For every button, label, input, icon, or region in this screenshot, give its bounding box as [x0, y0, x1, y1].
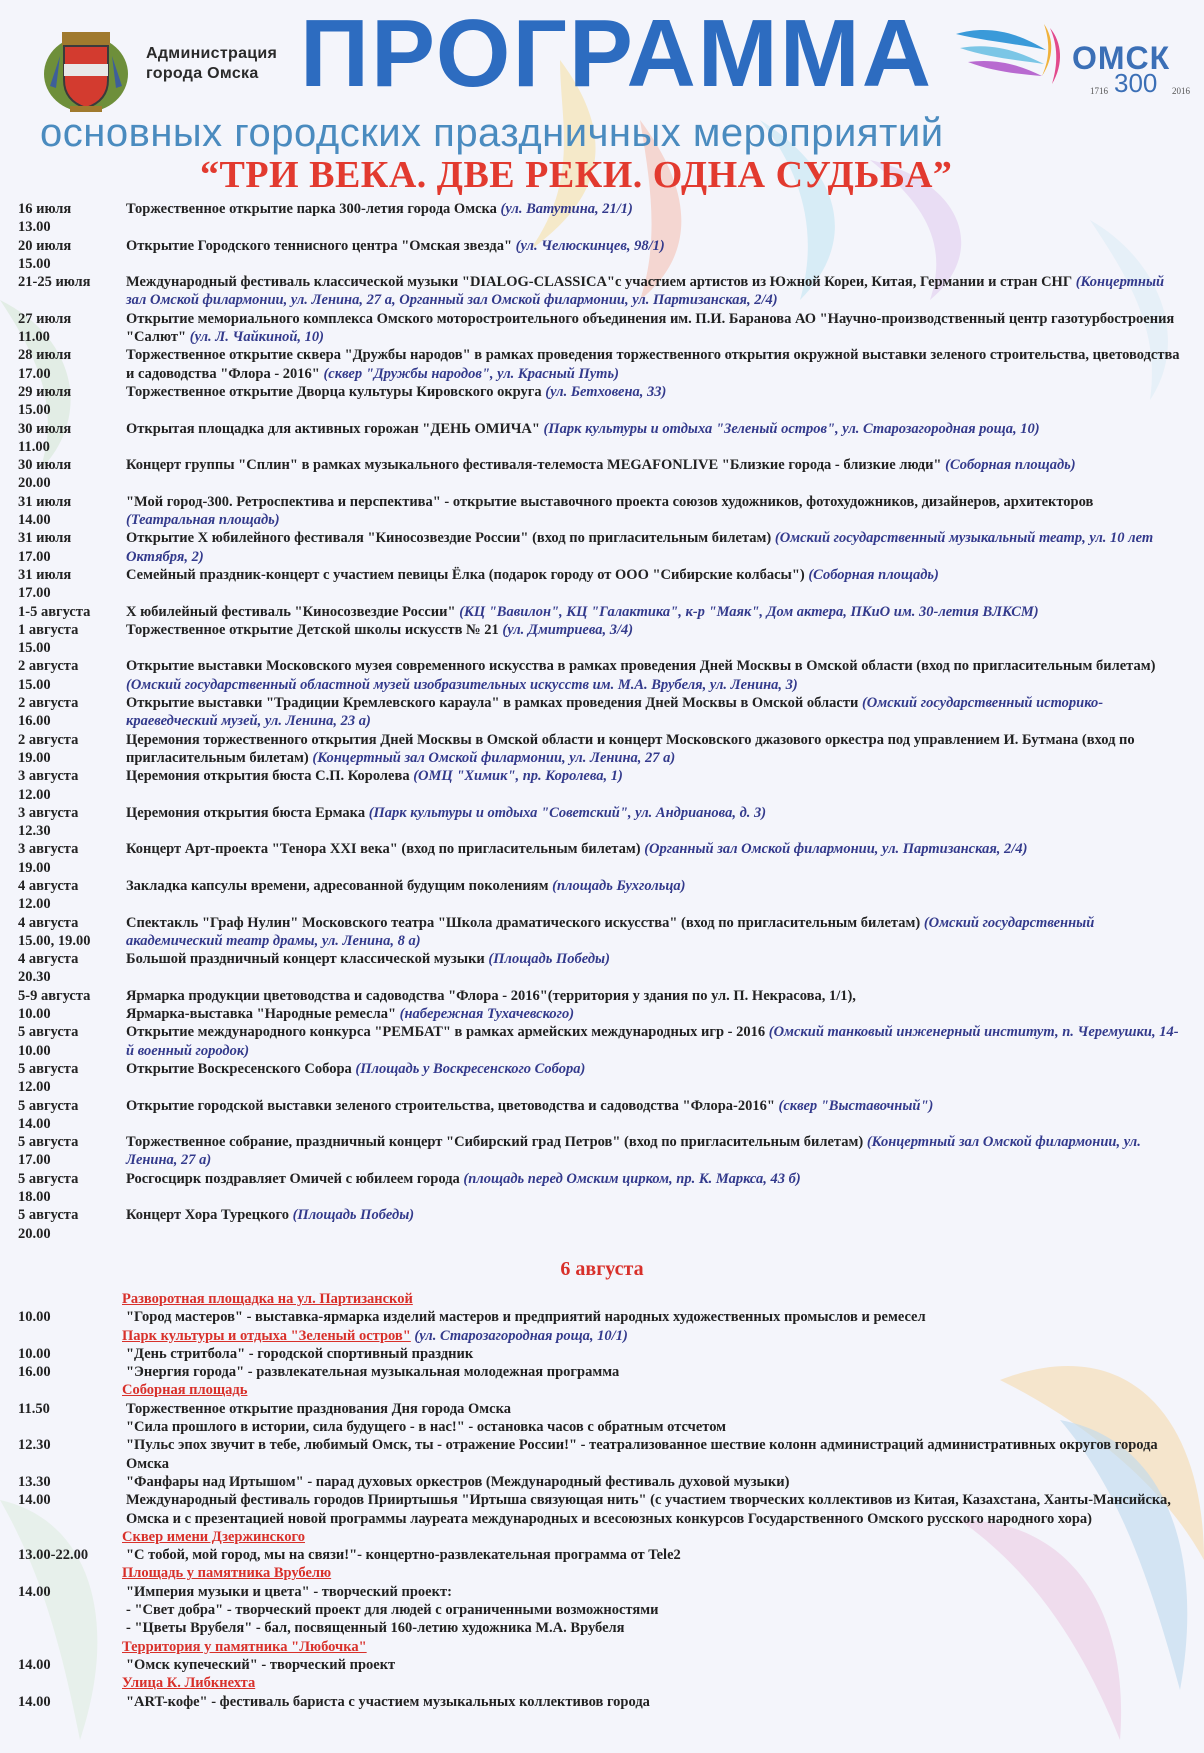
venue-address: (ул. Старозагородная роща, 10/1) — [414, 1327, 628, 1344]
item-time: 10.00 — [18, 1345, 51, 1362]
city-coat-of-arms — [40, 26, 132, 114]
item-time: 13.00-22.00 — [18, 1547, 89, 1564]
event-text — [126, 731, 1186, 768]
event-description: Торжественное открытие Детской школы искусств № 21 — [126, 621, 499, 638]
event-date: 5-9 августа 10.00 — [18, 987, 91, 1023]
event-description: Открытие мемориального комплекса Омского моторостроительного объединения им. П.И. Баранова АО "Научно-производственный центр газотурбостроения "Салют" — [126, 310, 1175, 346]
event-text — [126, 840, 1186, 877]
venue-name: Площадь у памятника Врубелю — [122, 1565, 332, 1582]
event-description: Ярмарка продукции цветоводства и садоводства "Флора - 2016"(территория у здания по ул. П. Некрасова, 1/1), Ярмарка-выставка "Народные ремесла" — [126, 987, 856, 1023]
item-text: "Империя музыки и цвета" - творческий проект: - "Свет добра" - творческий проект для людей с ограниченными возможностями - "Цветы Врубеля" - бал, посвященный 160-летию художника М.А. Врубеля — [126, 1583, 659, 1637]
venue-heading — [122, 1564, 1198, 1582]
event-text — [126, 420, 1186, 457]
event-text — [126, 456, 1186, 493]
header — [0, 0, 1204, 210]
event-row — [18, 493, 1198, 530]
venue-heading — [122, 1290, 1198, 1308]
event-text — [126, 1206, 1186, 1243]
event-text — [126, 603, 1186, 621]
event-location: (сквер "Дружбы народов", ул. Красный Путь) — [323, 365, 619, 382]
item-text: Торжественное открытие празднования Дня города Омска "Сила прошлого в истории, сила будущего - в нас!" - остановка часов с обратным отсчетом — [126, 1400, 727, 1436]
event-text — [126, 950, 1186, 987]
event-description: Открытая площадка для активных горожан "ДЕНЬ ОМИЧА" — [126, 420, 540, 437]
event-text — [126, 1170, 1186, 1207]
event-description: Открытие международного конкурса "РЕМБАТ" в рамках армейских международных игр - 2016 — [126, 1024, 766, 1041]
event-description: Церемония открытия бюста Ермака — [126, 804, 366, 821]
event-location: (ул. Ватутина, 21/1) — [500, 201, 633, 217]
event-row — [18, 529, 1198, 566]
event-location: (Соборная площадь) — [945, 457, 1076, 474]
page-subtitle: основных городских праздничных мероприятий — [40, 111, 944, 155]
venue-name: Улица К. Либкнехта — [122, 1675, 256, 1692]
event-row — [18, 621, 1198, 658]
program-item — [18, 1473, 1198, 1491]
venue-heading — [122, 1674, 1198, 1692]
event-text — [126, 200, 1186, 237]
event-description: Большой праздничный концерт классической музыки — [126, 951, 485, 968]
event-description: Концерт Арт-проекта "Тенора XXI века" (вход по пригласительным билетам) — [126, 841, 641, 858]
event-row — [18, 200, 1198, 237]
event-row — [18, 1133, 1198, 1170]
event-date: 2 августа 16.00 — [18, 695, 79, 730]
item-text: "С тобой, мой город, мы на связи!"- концертно-развлекательная программа от Tele2 — [126, 1547, 681, 1564]
program-item — [18, 1693, 1198, 1711]
event-text — [126, 310, 1186, 347]
event-date: 3 августа 19.00 — [18, 841, 79, 876]
venue-name: Разворотная площадка на ул. Партизанской — [122, 1291, 413, 1307]
event-location: (Омский государственный музыкальный театр, ул. 10 лет Октября, 2) — [126, 530, 1154, 565]
event-row — [18, 237, 1198, 274]
event-date: 5 августа 12.00 — [18, 1060, 79, 1096]
event-location: (КЦ "Вавилон", КЦ "Галактика", к-р "Маяк", Дом актера, ПКиО им. 30-летия ВЛКСМ) — [459, 603, 1039, 620]
event-row — [18, 420, 1198, 457]
event-date: 2 августа 19.00 — [18, 731, 79, 766]
event-date: 2 августа 15.00 — [18, 658, 79, 693]
item-text: "День стритбола" - городской спортивный праздник — [126, 1345, 474, 1362]
logo-city-name: ОМСК — [1072, 40, 1171, 76]
venue-heading — [122, 1528, 1198, 1546]
event-description: Торжественное открытие парка 300-летия города Омска — [126, 201, 497, 217]
event-description: Открытие городской выставки зеленого строительства, цветоводства и садоводства "Флора-2016" — [126, 1097, 775, 1114]
event-description: Международный фестиваль классической музыки "DIALOG-CLASSICA"с участием артистов из Южной Кореи, Китая, Германии и стран СНГ — [126, 274, 1073, 291]
event-description: "Мой город-300. Ретроспектива и перспектива" - открытие выставочного проекта союзов художников, фотохудожников, дизайнеров, архитекторов — [126, 493, 1094, 510]
item-time: 14.00 — [18, 1583, 51, 1600]
venue-heading — [122, 1638, 1198, 1656]
event-description: Церемония открытия бюста С.П. Королева — [126, 768, 410, 785]
item-text: "ART-кофе" - фестиваль бариста с участием музыкальных коллективов города — [126, 1693, 650, 1710]
event-location: (Площадь Победы) — [488, 951, 610, 968]
venue-name: Парк культуры и отдыха "Зеленый остров" — [122, 1327, 411, 1344]
event-date: 3 августа 12.30 — [18, 804, 79, 840]
event-location: (ул. Дмитриева, 3/4) — [502, 621, 634, 638]
event-date: 28 июля 17.00 — [18, 347, 72, 382]
event-row — [18, 273, 1198, 310]
event-date: 1 августа 15.00 — [18, 621, 79, 657]
event-location: (Омский государственный историко-краеведческий музей, ул. Ленина, 23 а) — [126, 695, 1104, 730]
event-date: 4 августа 20.30 — [18, 951, 79, 986]
program-item — [18, 1345, 1198, 1363]
event-description: Росгосцирк поздравляет Омичей с юбилеем города — [126, 1170, 460, 1187]
program-item — [18, 1546, 1198, 1564]
event-location: (ул. Л. Чайкиной, 10) — [189, 329, 325, 346]
item-text: Международный фестиваль городов Прииртышья "Иртыша связующая нить" (с участием творческих коллективов из Китая, Казахстана, Ханты-Мансийска, Омска и с презентацией новой программы лауреата международных и всесоюзных конкурсов Государственного Омского русского народного хора) — [126, 1492, 1171, 1527]
event-date: 31 июля 17.00 — [18, 566, 72, 602]
page-title: ПРОГРАММА — [300, 0, 934, 107]
item-time: 12.30 — [18, 1437, 51, 1454]
event-text — [126, 657, 1186, 694]
event-description: Торжественное собрание, праздничный концерт "Сибирский град Петров" (вход по пригласительным билетам) — [126, 1134, 864, 1151]
program-item — [18, 1491, 1198, 1528]
omsk-300-logo — [950, 14, 1200, 98]
item-text: "Энергия города" - развлекательная музыкальная молодежная программа — [126, 1364, 620, 1381]
event-location: (Омский танковый инженерный институт, п. Черемушки, 14-й военный городок) — [126, 1024, 1179, 1059]
event-location: (Концертный зал Омской филармонии, ул. Ленина, 27 а) — [126, 1134, 1141, 1169]
program-item — [18, 1400, 1198, 1437]
event-text — [126, 694, 1186, 731]
venue-name: Соборная площадь — [122, 1382, 248, 1399]
event-text — [126, 804, 1186, 841]
event-description: Спектакль "Граф Нулин" Московского театра "Школа драматического искусства" (вход по пригласительным билетам) — [126, 914, 921, 931]
event-description: Открытие выставки "Традиции Кремлевского караула" в рамках проведения Дней Москвы в Омской области — [126, 695, 859, 712]
event-date: 30 июля 20.00 — [18, 457, 72, 492]
event-row — [18, 1170, 1198, 1207]
event-row — [18, 877, 1198, 914]
event-text — [126, 566, 1186, 603]
program-item — [18, 1308, 1198, 1326]
event-row — [18, 657, 1198, 694]
item-text: "Фанфары над Иртышом" - парад духовых оркестров (Международный фестиваль духовой музыки) — [126, 1473, 790, 1490]
event-row — [18, 804, 1198, 841]
event-description: Концерт группы "Сплин" в рамках музыкального фестиваля-телемоста MEGAFONLIVE "Близкие города - близкие люди" — [126, 457, 942, 474]
admin-line-2: города Омска — [146, 65, 259, 82]
program-item — [18, 1656, 1198, 1674]
event-description: Открытие выставки Московского музея современного искусства в рамках проведения Дней Москвы в Омской области (вход по пригласительным билетам) — [126, 658, 1156, 675]
event-row — [18, 840, 1198, 877]
venue-name: Сквер имени Дзержинского — [122, 1528, 305, 1545]
event-location: (площадь перед Омским цирком, пр. К. Маркса, 43 б) — [463, 1170, 801, 1187]
event-text — [126, 914, 1186, 951]
event-date: 30 июля 11.00 — [18, 420, 72, 455]
event-description: Открытие Городского теннисного центра "Омская звезда" — [126, 237, 512, 254]
event-text — [126, 987, 1186, 1024]
event-date: 3 августа 12.00 — [18, 768, 79, 803]
event-date: 5 августа 14.00 — [18, 1097, 79, 1132]
event-date: 20 июля 15.00 — [18, 237, 72, 272]
event-location: (площадь Бухгольца) — [552, 877, 686, 894]
event-location: (Органный зал Омской филармонии, ул. Партизанская, 2/4) — [644, 841, 1028, 858]
event-row — [18, 694, 1198, 731]
logo-year-end: 2016 — [1172, 86, 1190, 96]
event-date: 27 июля 11.00 — [18, 310, 72, 346]
item-time: 13.30 — [18, 1473, 51, 1490]
event-date: 5 августа 20.00 — [18, 1207, 79, 1242]
venue-heading — [122, 1381, 1198, 1399]
event-date: 21-25 июля — [18, 274, 91, 291]
event-row — [18, 603, 1198, 621]
event-description: Торжественное открытие Дворца культуры Кировского округа — [126, 383, 542, 400]
event-location: (Площадь Победы) — [292, 1207, 415, 1224]
event-row — [18, 731, 1198, 768]
event-row — [18, 987, 1198, 1024]
event-text — [126, 1133, 1186, 1170]
logo-year-start: 1716 — [1090, 86, 1108, 96]
event-date: 5 августа 18.00 — [18, 1170, 79, 1206]
event-location: (ул. Челюскинцев, 98/1) — [515, 237, 665, 254]
event-row — [18, 310, 1198, 347]
event-text — [126, 1097, 1186, 1134]
event-date: 4 августа 15.00, 19.00 — [18, 914, 91, 949]
day-heading: 6 августа — [560, 1258, 644, 1280]
event-description: Концерт Хора Турецкого — [126, 1207, 289, 1224]
item-text: "Город мастеров" - выставка-ярмарка изделий мастеров и предприятий народных художественных промыслов и ремесел — [126, 1309, 926, 1326]
logo-number: 300 — [1114, 68, 1158, 98]
bird-logo-icon — [950, 14, 1068, 98]
venue-heading — [122, 1327, 1198, 1345]
item-text: "Омск купеческий" - творческий проект — [126, 1656, 396, 1673]
event-date: 5 августа 17.00 — [18, 1134, 79, 1169]
event-date: 29 июля 15.00 — [18, 383, 72, 419]
event-text — [126, 383, 1186, 420]
event-text — [126, 767, 1186, 804]
day-6-program — [18, 1290, 1198, 1711]
event-location: (ул. Бетховена, 33) — [545, 383, 667, 400]
event-row — [18, 1206, 1198, 1243]
event-location: (Концертный зал Омской филармонии, ул. Ленина, 27 а) — [312, 749, 676, 766]
event-description: Семейный праздник-концерт с участием певицы Ёлка (подарок городу от ООО "Сибирские колбасы") — [126, 566, 805, 583]
program-item — [18, 1363, 1198, 1381]
event-location: (Омский государственный академический театр драмы, ул. Ленина, 8 а) — [126, 914, 1095, 949]
event-text — [126, 493, 1186, 530]
event-location: (Парк культуры и отдыха "Зеленый остров", ул. Старозагородная роща, 10) — [543, 420, 1040, 437]
event-description: Торжественное открытие сквера "Дружбы народов" в рамках проведения торжественного открытия окружной выставки зеленого строительства, цветоводства и садоводства "Флора - 2016" — [126, 347, 1180, 382]
event-date: 31 июля 14.00 — [18, 493, 72, 529]
event-location: (сквер "Выставочный") — [778, 1097, 934, 1114]
item-text: "Пульс эпох звучит в тебе, любимый Омск, ты - отражение России!" - театрализованное шествие колонн администраций административных округов города Омска — [126, 1437, 1158, 1472]
event-date: 5 августа 10.00 — [18, 1024, 79, 1059]
event-location: (Омский государственный областной музей изобразительных искусств им. М.А. Врубеля, ул. Ленина, 3) — [126, 676, 798, 693]
event-row — [18, 566, 1198, 603]
event-text — [126, 1060, 1186, 1097]
venue-name: Территория у памятника "Любочка" — [122, 1638, 367, 1655]
event-description: Открытие X юбилейного фестиваля "Киносозвездие России" (вход по пригласительным билетам) — [126, 530, 772, 547]
item-time: 11.50 — [18, 1400, 50, 1417]
event-description: Открытие Воскресенского Собора — [126, 1060, 352, 1077]
event-row — [18, 950, 1198, 987]
event-text — [126, 529, 1186, 566]
event-row — [18, 346, 1198, 383]
event-row — [18, 456, 1198, 493]
event-row — [18, 1023, 1198, 1060]
item-time: 14.00 — [18, 1656, 51, 1673]
event-location: (Театральная площадь) — [126, 512, 280, 529]
item-time: 16.00 — [18, 1364, 51, 1381]
event-location: (Площадь у Воскресенского Собора) — [355, 1060, 586, 1077]
event-location: (ОМЦ "Химик", пр. Королева, 1) — [413, 768, 623, 785]
item-time: 10.00 — [18, 1309, 51, 1326]
event-location: (Концертный зал Омской филармонии, ул. Ленина, 27 а, Органный зал Омской филармонии, ул. Партизанская, 2/4) — [126, 274, 1165, 309]
events-list — [18, 200, 1198, 1243]
event-text — [126, 621, 1186, 658]
event-date: 31 июля 17.00 — [18, 530, 72, 565]
event-description: Церемония торжественного открытия Дней Москвы в Омской области и концерт Московского джазового оркестра под управлением И. Бутмана (вход по пригласительным билетам) — [126, 731, 1135, 766]
event-description: Закладка капсулы времени, адресованной будущим поколениям — [126, 877, 549, 894]
event-location: (Парк культуры и отдыха "Советский", ул. Андрианова, д. 3) — [368, 804, 767, 821]
admin-line-1: Администрация — [146, 45, 278, 62]
administration-label — [146, 44, 277, 84]
item-time: 14.00 — [18, 1492, 51, 1509]
event-location: (Соборная площадь) — [808, 566, 939, 583]
event-text — [126, 237, 1186, 274]
event-date: 16 июля 13.00 — [18, 201, 72, 236]
event-row — [18, 1097, 1198, 1134]
event-text — [126, 1023, 1186, 1060]
event-row — [18, 383, 1198, 420]
event-date: 1-5 августа — [18, 603, 91, 620]
festival-motto: “ТРИ ВЕКА. ДВЕ РЕКИ. ОДНА СУДЬБА” — [200, 154, 953, 196]
event-text — [126, 273, 1186, 310]
event-text — [126, 346, 1186, 383]
event-row — [18, 767, 1198, 804]
event-text — [126, 877, 1186, 914]
event-row — [18, 1060, 1198, 1097]
event-row — [18, 914, 1198, 951]
item-time: 14.00 — [18, 1693, 51, 1710]
event-description: X юбилейный фестиваль "Киносозвездие России" — [126, 603, 456, 620]
program-item — [18, 1583, 1198, 1638]
program-item — [18, 1436, 1198, 1473]
event-location: (набережная Тухачевского) — [399, 1006, 575, 1023]
event-date: 4 августа 12.00 — [18, 877, 79, 913]
